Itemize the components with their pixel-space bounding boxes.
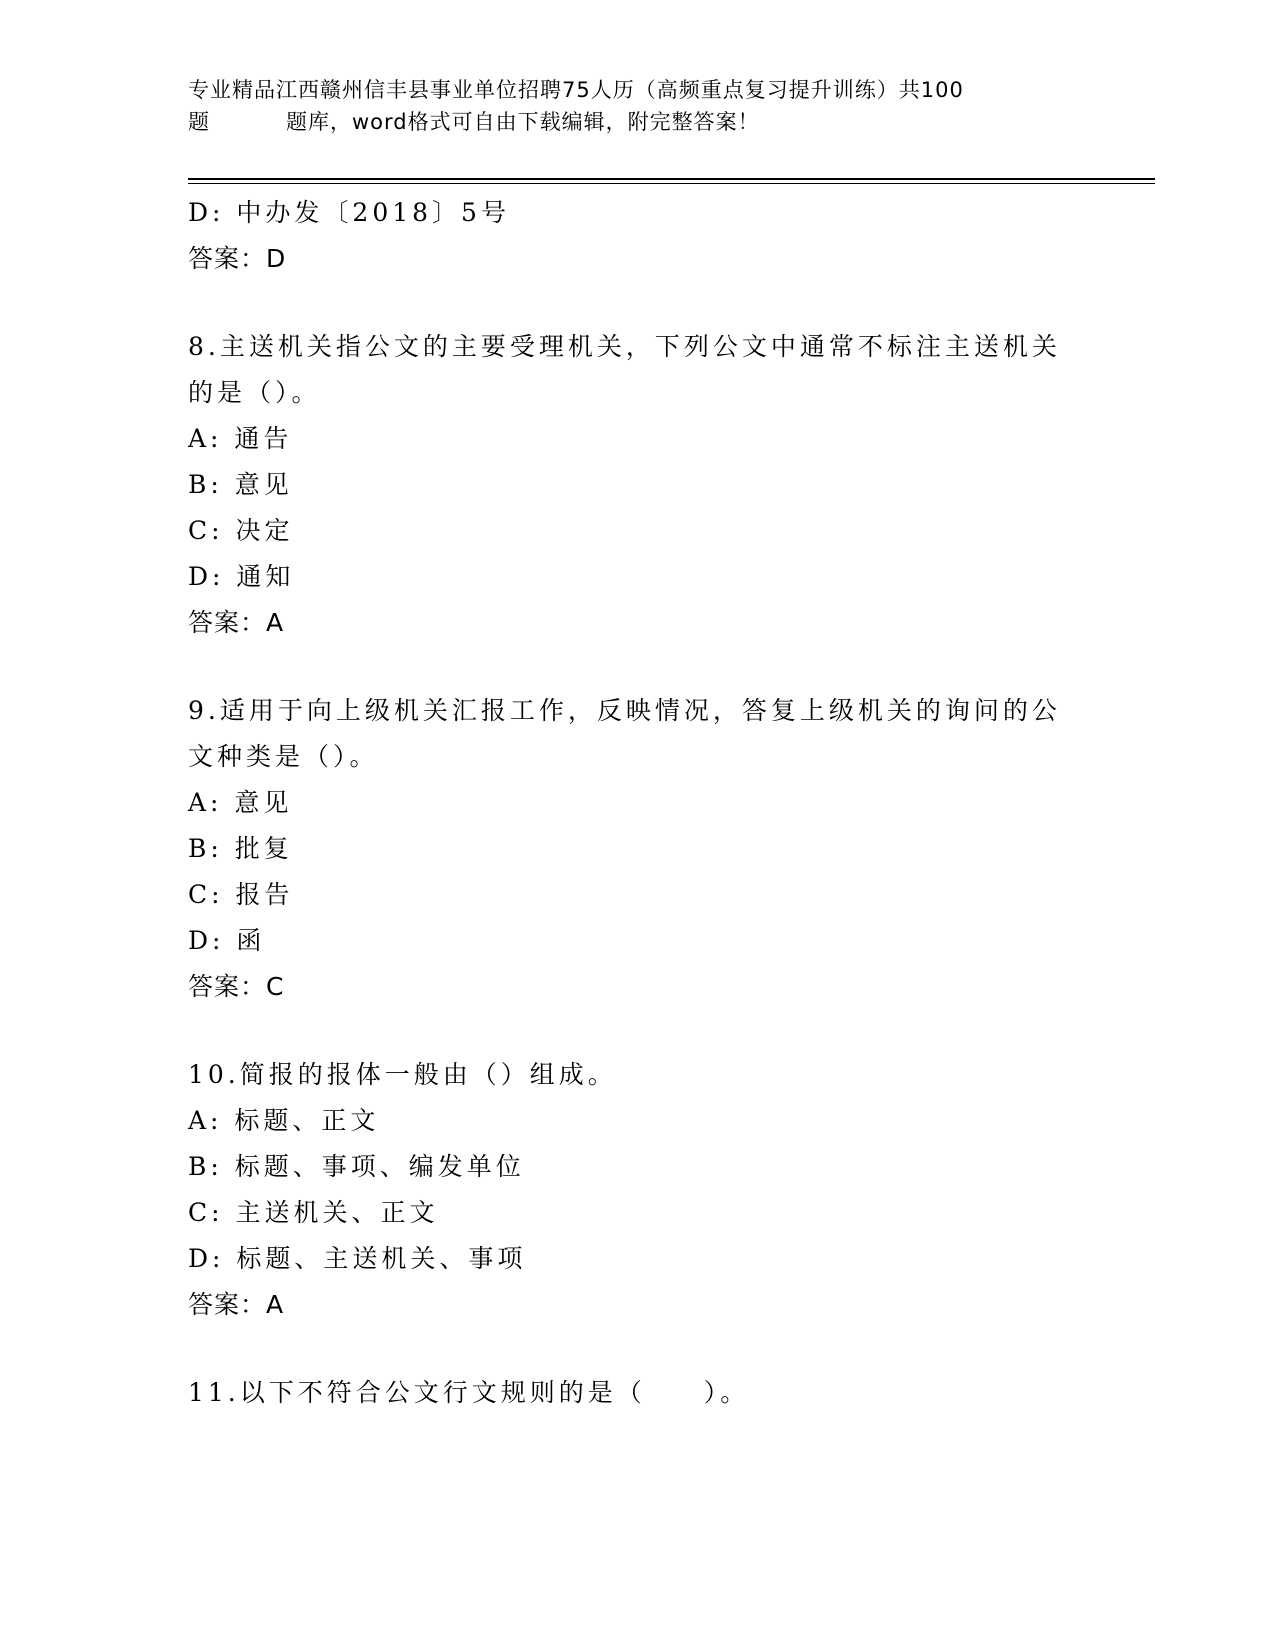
option-b: B: 标题、事项、编发单位	[188, 1152, 525, 1181]
option-c: C: 决定	[188, 516, 294, 545]
option-a: A: 标题、正文	[188, 1106, 380, 1135]
document-header	[188, 74, 1088, 138]
option-d: D: 中办发〔2018〕5号	[188, 198, 510, 227]
question-stem: 9.适用于向上级机关汇报工作，反映情况，答复上级机关的询问的公	[188, 696, 1061, 725]
header-divider-thick	[188, 178, 1155, 180]
question-stem: 8.主送机关指公文的主要受理机关，下列公文中通常不标注主送机关	[188, 332, 1061, 361]
header-line2-text: 题库，word格式可自由下载编辑，附完整答案！	[286, 110, 760, 134]
header-divider-thin	[188, 183, 1155, 184]
question-stem: 11.以下不符合公文行文规则的是（ ）。	[188, 1378, 750, 1407]
option-c: C: 报告	[188, 880, 294, 909]
option-b: B: 意见	[188, 470, 293, 499]
answer-line: 答案：A	[188, 1290, 285, 1319]
question-stem: 10.简报的报体一般由（）组成。	[188, 1060, 617, 1089]
document-body	[188, 190, 1088, 1416]
option-a: A: 通告	[188, 424, 293, 453]
header-title-line2	[188, 106, 1088, 138]
option-b: B: 批复	[188, 834, 293, 863]
question-9	[188, 688, 1088, 1010]
option-c: C: 主送机关、正文	[188, 1198, 439, 1227]
previous-question-tail	[188, 190, 1088, 282]
question-8	[188, 324, 1088, 646]
question-stem-cont: 文种类是（）。	[188, 742, 379, 771]
answer-line: 答案：C	[188, 972, 285, 1001]
header-line2-lead: 题	[188, 110, 210, 134]
question-11	[188, 1370, 1088, 1416]
question-10	[188, 1052, 1088, 1328]
question-stem-cont: 的是（）。	[188, 378, 321, 407]
option-a: A: 意见	[188, 788, 293, 817]
answer-line: 答案：D	[188, 244, 287, 273]
option-d: D: 标题、主送机关、事项	[188, 1244, 527, 1273]
answer-line: 答案：A	[188, 608, 285, 637]
option-d: D: 函	[188, 926, 266, 955]
option-d: D: 通知	[188, 562, 295, 591]
header-title-line1: 专业精品江西赣州信丰县事业单位招聘75人历（高频重点复习提升训练）共100	[188, 78, 964, 102]
